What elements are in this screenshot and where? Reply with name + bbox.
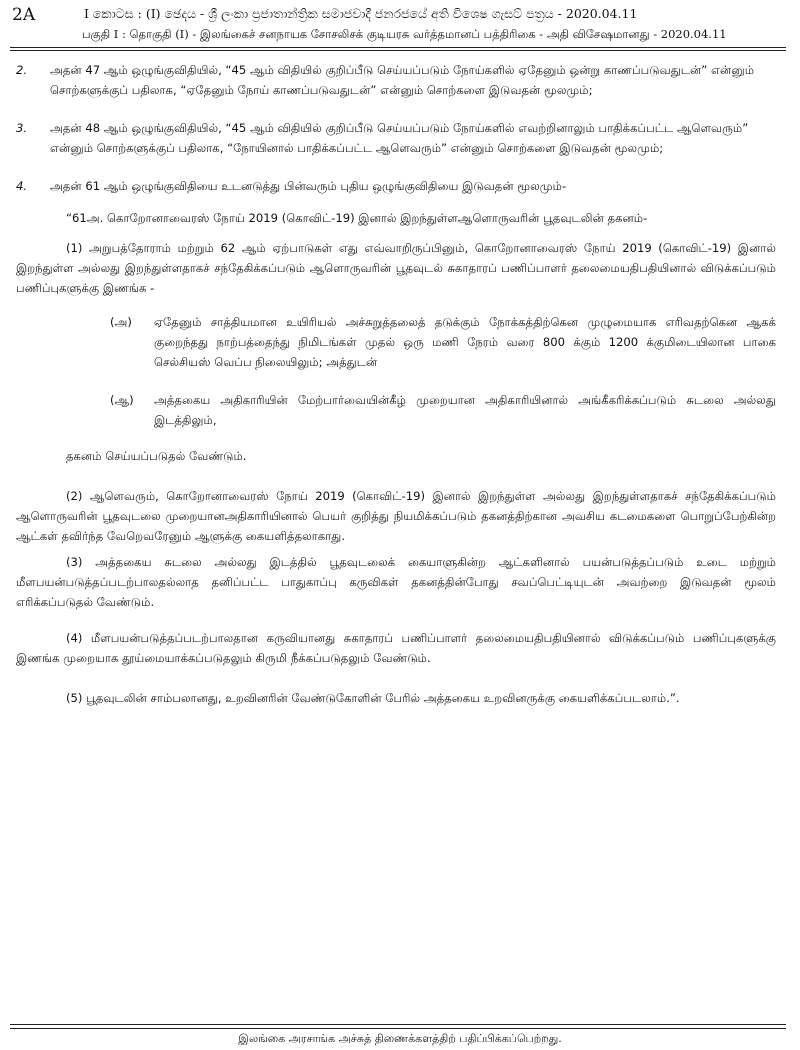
item-number: 4. — [16, 179, 28, 193]
sub-clause-label: (அ) — [110, 315, 132, 329]
item-text: அதன் 48 ஆம் ஒழுங்குவிதியில், “45 ஆம் விதியில் குறிப்பீடு செய்யப்படும் நோய்களில் எவற்றினாலும் பாதிக்கப்பட்ட ஆளெவரும்” என்னும் சொற்களுக்குப் பதிலாக, “நோயினால் பாதிக்கப்பட்ட ஆளெவரும்” என்னும் சொற்களை இடுவதன் மூலமும்; — [50, 121, 749, 155]
printer-footer: இலங்கை அரசாங்க அச்சுத் திணைக்களத்திற் பதிப்பிக்கப்பெற்றது. — [238, 1032, 562, 1045]
header-rule-bottom — [10, 50, 786, 51]
footer-rule-bottom — [10, 1028, 786, 1029]
regulation-paragraph-2: (2) ஆளெவரும், கொறோனாவைரஸ் நோய் 2019 (கொவிட்-19) இனால் இறந்துள்ள அல்லது இறந்துள்ளதாகச் சந்தேகிக்கப்படும் ஆளொருவரின் பூதவுடலை முறையானஅதிகாரியினால் பெயர் குறித்து நியமிக்கப்படும் தகனத்திற்கான அவசிய கடமைகளை பொறுப்பேற்கின்ற ஆட்கள் தவிர்ந்த வேறெவரேனும் ஆளுக்கு கையளித்தலாகாது. — [16, 489, 776, 543]
header-sinhala-title: I කොටස : (I) ඡෙදය - ශ්‍රී ලංකා ප්‍රජාතාන්ත්‍රික සමාජවාදී ජනරජයේ අති විශෙෂ ගැසට් පත්‍රය - 2020.04.11 — [84, 6, 638, 21]
item-number: 2. — [16, 63, 28, 77]
item-text: அதன் 61 ஆம் ஒழுங்குவிதியை உடனடுத்து பின்வரும் புதிய ஒழுங்குவிதியை இடுவதன் மூலமும்- — [50, 179, 567, 193]
regulation-paragraph-5: (5) பூதவுடலின் சாம்பலானது, உறவினரின் வேண்டுகோளின் பேரில் அத்தகைய உறவினருக்கு கையளிக்கப்படலாம்.”. — [66, 691, 680, 705]
regulation-paragraph-1: (1) அறுபத்தோராம் மற்றும் 62 ஆம் ஏற்பாடுகள் எது எவ்வாறிருப்பினும், கொறோனாவைரஸ் நோய் 2019 (கொவிட்-19) இனால் இறந்துள்ள அல்லது இறந்துள்ளதாகச் சந்தேகிக்கப்படும் ஆளொருவரின் பூதவுடல் சுகாதாரப் பணிப்பாளர் தலைமையதிபதியினால் விடுக்கப்படும் பணிப்புகளுக்கு இணங்க - — [16, 241, 776, 295]
regulation-title: “61அ. கொறோனாவைரஸ் நோய் 2019 (கொவிட்-19) இனால் இறந்துள்ளஆளொருவரின் பூதவுடலின் தகனம்- — [66, 211, 648, 225]
sub-clause-text: அத்தகைய அதிகாரியின் மேற்பார்வையின்கீழ் முறையான அதிகாரியினால் அங்கீகரிக்கப்படும் சுடலை அல்லது இடத்திலும், — [154, 393, 776, 427]
item-text: அதன் 47 ஆம் ஒழுங்குவிதியில், “45 ஆம் விதியில் குறிப்பீடு செய்யப்படும் நோய்களில் ஏதேனும் ஒன்று காணப்படுவதுடன்” என்னும் சொற்களுக்குப் பதிலாக, “ஏதேனும் நோய் காணப்படுவதுடன்” என்னும் சொற்களை இடுவதன் மூலமும்; — [50, 63, 755, 97]
regulation-closing: தகனம் செய்யப்படுதல் வேண்டும். — [66, 449, 247, 463]
sub-clause-text: ஏதேனும் சாத்தியமான உயிரியல் அச்சுறுத்தலைத் தடுக்கும் நோக்கத்திற்கென முழுமையாக எரிவதற்கென ஆகக் குறைந்தது நாற்பத்தைந்து நிமிடங்கள் முதல் ஒரு மணி நேரம் வரை 800 க்கும் 1200 க்குமிடையிலான பாகை செல்சியஸ் வெப்ப நிலையிலும்; அத்துடன் — [154, 315, 776, 369]
page-number: 2A — [12, 5, 36, 25]
regulation-paragraph-3: (3) அத்தகைய சுடலை அல்லது இடத்தில் பூதவுடலைக் கையாளுகின்ற ஆட்களினால் பயன்படுத்தப்படும் உடை மற்றும் மீளபயன்படுத்தப்படற்பாலதல்லாத தனிப்பட்ட பாதுகாப்பு கருவிகள் தகனத்தின்போது சவப்பெட்டியுடன் அவற்றை இடுவதன் மூலம் எரிக்கப்படுதல் வேண்டும். — [16, 555, 776, 609]
header-tamil-title: பகுதி I : தொகுதி (I) - இலங்கைச் சனநாயக சோசலிசக் குடியரசு வர்த்தமானப் பத்திரிகை - அதி விசேஷமானது - 2020.04.11 — [82, 27, 727, 41]
regulation-paragraph-4: (4) மீளபயன்படுத்தப்படற்பாலதான கருவியானது சுகாதாரப் பணிப்பாளர் தலைமையதிபதியினால் விடுக்கப்படும் பணிப்புகளுக்கு இணங்க முறையாக தூய்மையாக்கப்படுதலும் கிருமி நீக்கப்படுதலும் வேண்டும். — [16, 631, 776, 665]
footer-rule-top — [10, 1024, 786, 1025]
sub-clause-label: (ஆ) — [110, 393, 134, 407]
header-rule-top — [10, 47, 786, 48]
item-number: 3. — [16, 121, 28, 135]
